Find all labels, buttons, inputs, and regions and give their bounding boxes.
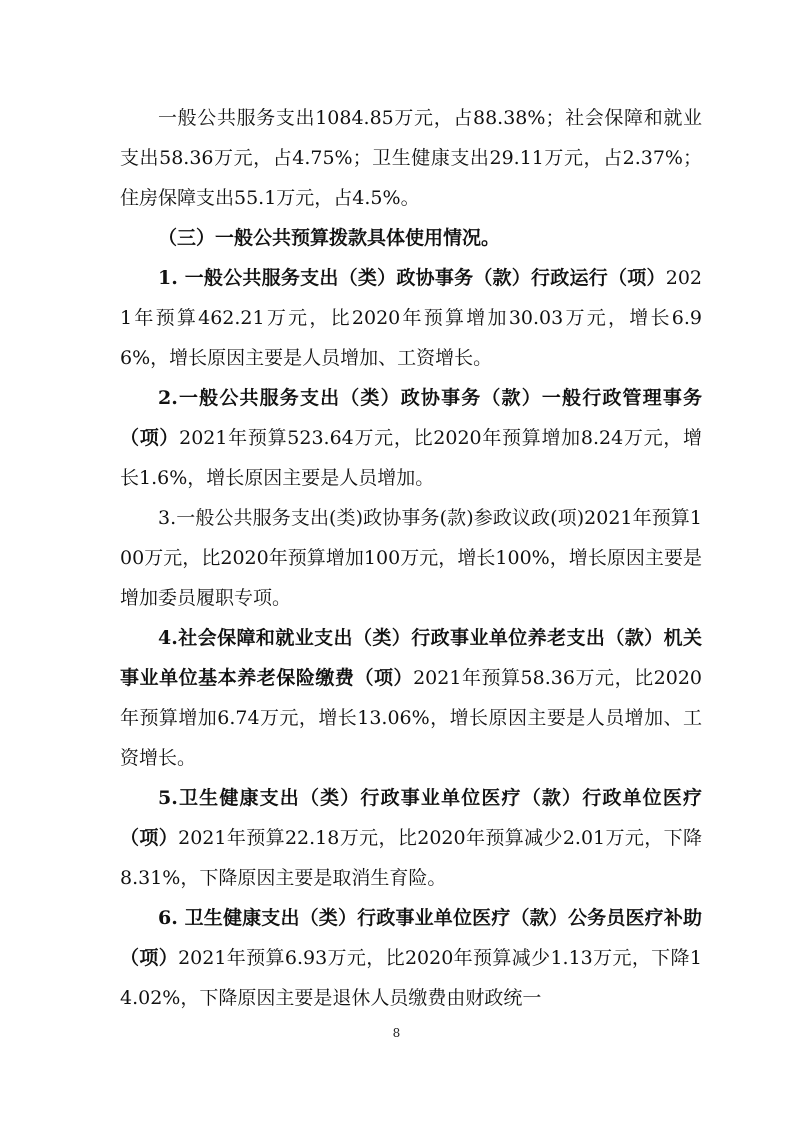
paragraph-item-2 [120, 378, 702, 498]
paragraph-item-5 [120, 778, 702, 898]
item-4-text: 2021年预算58.36万元，比2020年预算增加6.74万元，增长13.06%，增长原因主要是人员增加、工资增长。 [120, 667, 702, 769]
paragraph-item-6 [120, 898, 702, 1018]
item-1-title: 1. 一般公共服务支出（类）政协事务（款）行政运行（项） [158, 267, 666, 289]
item-5-text: 2021年预算22.18万元，比2020年预算减少2.01万元，下降8.31%，下降原因主要是取消生育险。 [120, 827, 702, 889]
paragraph-item-4 [120, 618, 702, 778]
item-5-title: 5.卫生健康支出（类）行政事业单位医疗（款）行政单位医疗（项） [120, 787, 702, 849]
paragraph-item-1 [120, 258, 702, 378]
item-3-text: 3.一般公共服务支出(类)政协事务(款)参政议政(项)2021年预算100万元，比2020年预算增加100万元，增长100%，增长原因主要是增加委员履职专项。 [120, 507, 702, 609]
item-2-text: 2021年预算523.64万元，比2020年预算增加8.24万元，增长1.6%，增长原因主要是人员增加。 [120, 427, 702, 489]
item-1-text: 2021年预算462.21万元，比2020年预算增加30.03万元，增长6.96%，增长原因主要是人员增加、工资增长。 [120, 267, 702, 369]
item-6-text: 2021年预算6.93万元，比2020年预算减少1.13万元，下降14.02%，下降原因主要是退休人员缴费由财政统一 [120, 947, 702, 1009]
paragraph-item-3 [120, 498, 702, 618]
page-number: 8 [392, 1026, 401, 1040]
paragraph-1 [120, 98, 702, 218]
item-2-title: 2.一般公共服务支出（类）政协事务（款）一般行政管理事务（项） [120, 387, 702, 449]
paragraph-1-text: 一般公共服务支出1084.85万元，占88.38%；社会保障和就业支出58.36万元，占4.75%；卫生健康支出29.11万元，占2.37%；住房保障支出55.1万元，占4.5%。 [120, 107, 702, 209]
section-heading-text: （三）一般公共预算拨款具体使用情况。 [158, 227, 501, 249]
section-heading [120, 218, 702, 258]
item-4-title: 4.社会保障和就业支出（类）行政事业单位养老支出（款）机关事业单位基本养老保险缴费（项） [120, 627, 702, 689]
item-6-title: 6. 卫生健康支出（类）行政事业单位医疗（款）公务员医疗补助（项） [120, 907, 702, 969]
body-text [120, 98, 702, 1018]
